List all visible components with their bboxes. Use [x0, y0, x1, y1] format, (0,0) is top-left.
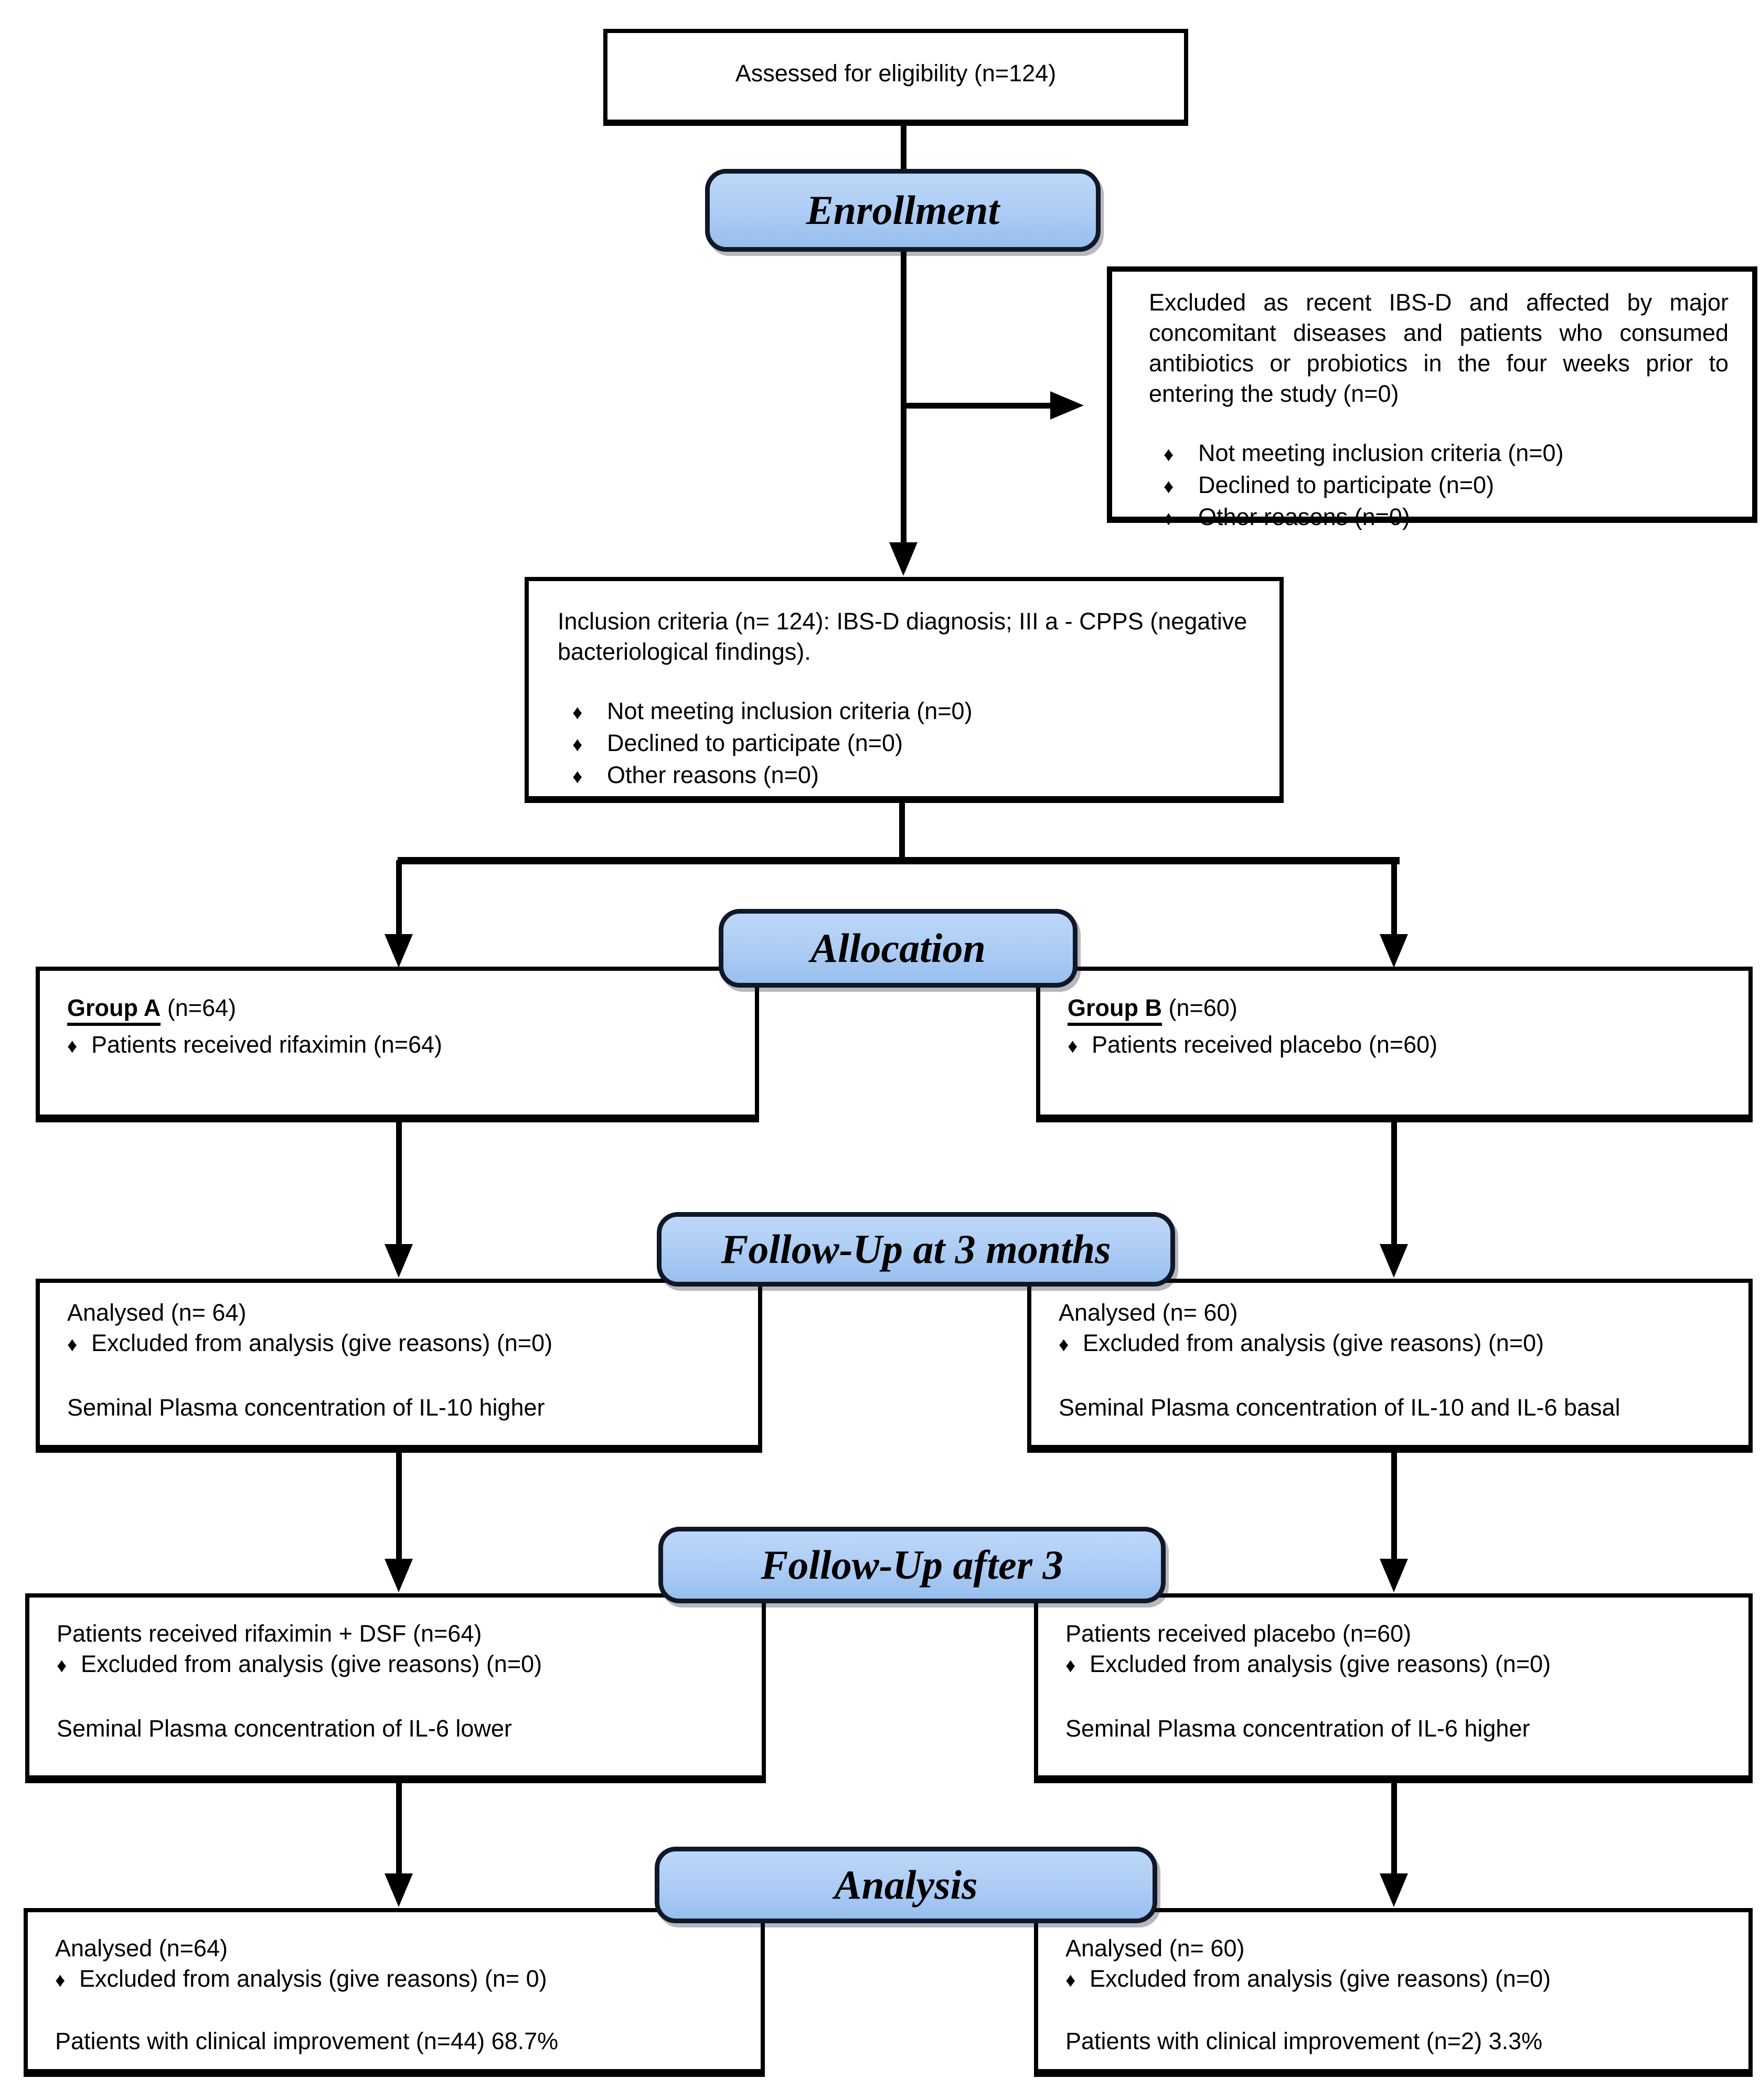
enrollment-banner	[705, 169, 1101, 252]
group-a-title: Group A	[67, 994, 161, 1026]
connector-group-a-to-followup3	[396, 1122, 402, 1247]
connector-group-b-to-followup3	[1391, 1122, 1397, 1247]
bullet-text: Excluded from analysis (give reasons) (n=0)	[1090, 1651, 1551, 1677]
followup3-left-box	[36, 1279, 762, 1453]
list-item	[55, 1964, 740, 1996]
list-item	[67, 1030, 734, 1062]
list-item	[572, 696, 1248, 728]
list-item	[1065, 1964, 1727, 1996]
bullet-text: Excluded from analysis (give reasons) (n=0)	[1090, 1965, 1551, 1992]
diamond-bullet-icon: ♦	[55, 1969, 66, 1991]
connector-split-to-group-b	[1391, 860, 1397, 936]
inclusion-paragraph: Inclusion criteria (n= 124): IBS-D diagnosis; III a - CPPS (negative bacteriological findings).	[558, 608, 1247, 665]
result-note: Seminal Plasma concentration of IL-10 and IL-6 basal	[1059, 1394, 1620, 1421]
inclusion-box	[525, 577, 1284, 803]
diamond-bullet-icon: ♦	[1164, 508, 1174, 530]
diamond-bullet-icon: ♦	[1059, 1334, 1069, 1356]
connector-after3-to-analysis-left	[396, 1783, 402, 1877]
excluded-paragraph: Excluded as recent IBS-D and affected by major concomitant diseases and patients who consumed antibiotics or probiotics in the four weeks prior to entering the study (n=0)	[1149, 289, 1729, 407]
diamond-bullet-icon: ♦	[67, 1035, 78, 1057]
list-item	[1164, 438, 1729, 470]
connector-assessed-to-enrollment	[901, 126, 906, 171]
received-line: Patients received rifaximin + DSF (n=64)	[57, 1620, 482, 1647]
analysis-right-box	[1034, 1908, 1753, 2077]
assessed-text: Assessed for eligibility (n=124)	[735, 60, 1057, 87]
arrowhead-into-group-b	[1380, 934, 1408, 968]
analysed-line: Analysed (n= 60)	[1059, 1299, 1238, 1326]
arrowhead-into-followup3-left	[385, 1244, 413, 1278]
arrowhead-into-after3-left	[385, 1559, 413, 1592]
group-a-box	[36, 967, 759, 1122]
group-b-count: (n=60)	[1161, 994, 1238, 1021]
bullet-text: Other reasons (n=0)	[607, 762, 819, 788]
diamond-bullet-icon: ♦	[1065, 1655, 1076, 1677]
excluded-bullet-list	[1164, 438, 1729, 534]
received-line: Patients received placebo (n=60)	[1065, 1620, 1412, 1647]
arrowhead-into-group-a	[385, 934, 413, 968]
split-line-allocation	[398, 857, 1400, 864]
diamond-bullet-icon: ♦	[1065, 1969, 1076, 1991]
arrowhead-into-followup3-right	[1380, 1244, 1408, 1278]
list-item	[572, 760, 1248, 792]
excluded-box	[1107, 266, 1757, 530]
connector-followup3-to-after3-left	[396, 1453, 402, 1562]
banner-label: Allocation	[810, 925, 986, 971]
result-note: Seminal Plasma concentration of IL-10 higher	[67, 1394, 545, 1421]
connector-inclusion-to-split	[899, 803, 905, 862]
bullet-text: Other reasons (n=0)	[1198, 503, 1410, 530]
analysis-left-box	[24, 1908, 765, 2077]
group-b-heading	[1068, 993, 1727, 1023]
banner-label: Analysis	[834, 1862, 978, 1908]
diamond-bullet-icon: ♦	[572, 702, 583, 724]
followup-after3-left-box	[25, 1593, 766, 1783]
followup-after3-right-box	[1034, 1593, 1753, 1783]
diamond-bullet-icon: ♦	[1068, 1035, 1078, 1057]
followup-3-months-banner	[657, 1212, 1175, 1287]
connector-enrollment-to-inclusion	[901, 251, 906, 544]
list-item	[1164, 502, 1729, 534]
arrowhead-into-analysis-right	[1380, 1873, 1408, 1907]
arrowhead-into-analysis-left	[385, 1873, 413, 1907]
result-note: Seminal Plasma concentration of IL-6 lower	[57, 1715, 512, 1742]
allocation-banner	[719, 909, 1078, 988]
list-item	[1068, 1030, 1727, 1062]
bullet-text: Excluded from analysis (give reasons) (n=0)	[1083, 1330, 1544, 1356]
arrowhead-into-excluded	[1050, 391, 1084, 420]
bullet-text: Declined to participate (n=0)	[1198, 472, 1495, 498]
list-item	[57, 1649, 741, 1681]
result-note: Patients with clinical improvement (n=44) 68.7%	[55, 2028, 559, 2054]
banner-label: Enrollment	[806, 187, 1000, 233]
diamond-bullet-icon: ♦	[57, 1655, 67, 1677]
assessed-box	[603, 29, 1188, 126]
bullet-text: Not meeting inclusion criteria (n=0)	[1198, 440, 1564, 466]
connector-split-to-group-a	[396, 860, 402, 936]
group-a-count: (n=64)	[161, 994, 237, 1021]
diamond-bullet-icon: ♦	[1164, 444, 1174, 466]
arrowhead-into-after3-right	[1380, 1559, 1408, 1592]
connector-followup3-to-after3-right	[1391, 1453, 1397, 1562]
bullet-text: Excluded from analysis (give reasons) (n=0)	[91, 1330, 553, 1356]
analysis-banner	[655, 1847, 1157, 1923]
group-b-box	[1036, 967, 1753, 1122]
bullet-text: Not meeting inclusion criteria (n=0)	[607, 698, 973, 724]
inclusion-bullet-list	[572, 696, 1248, 792]
connector-after3-to-analysis-right	[1391, 1783, 1397, 1877]
bullet-text: Excluded from analysis (give reasons) (n= 0)	[79, 1965, 547, 1992]
diamond-bullet-icon: ♦	[67, 1334, 78, 1356]
diamond-bullet-icon: ♦	[1164, 476, 1174, 498]
list-item	[1065, 1649, 1727, 1681]
diamond-bullet-icon: ♦	[572, 734, 583, 756]
banner-label: Follow-Up at 3 months	[721, 1226, 1111, 1272]
bullet-text: Patients received placebo (n=60)	[1092, 1031, 1438, 1058]
list-item	[572, 728, 1248, 760]
connector-branch-to-excluded	[901, 403, 1053, 409]
diamond-bullet-icon: ♦	[572, 766, 583, 788]
list-item	[1164, 470, 1729, 502]
group-a-heading	[67, 993, 734, 1023]
analysed-line: Analysed (n=64)	[55, 1935, 228, 1962]
banner-label: Follow-Up after 3	[761, 1542, 1063, 1588]
bullet-text: Declined to participate (n=0)	[607, 730, 903, 756]
list-item	[67, 1328, 737, 1360]
analysed-line: Analysed (n= 60)	[1065, 1935, 1245, 1962]
arrowhead-into-inclusion	[889, 542, 918, 576]
bullet-text: Excluded from analysis (give reasons) (n=0)	[81, 1651, 542, 1677]
list-item	[1059, 1328, 1727, 1360]
result-note: Patients with clinical improvement (n=2) 3.3%	[1065, 2028, 1543, 2054]
analysed-line: Analysed (n= 64)	[67, 1299, 247, 1326]
followup-after-3-banner	[658, 1527, 1166, 1603]
bullet-text: Patients received rifaximin (n=64)	[91, 1031, 443, 1058]
group-b-title: Group B	[1068, 994, 1162, 1026]
followup3-right-box	[1027, 1279, 1753, 1453]
result-note: Seminal Plasma concentration of IL-6 higher	[1065, 1715, 1530, 1742]
